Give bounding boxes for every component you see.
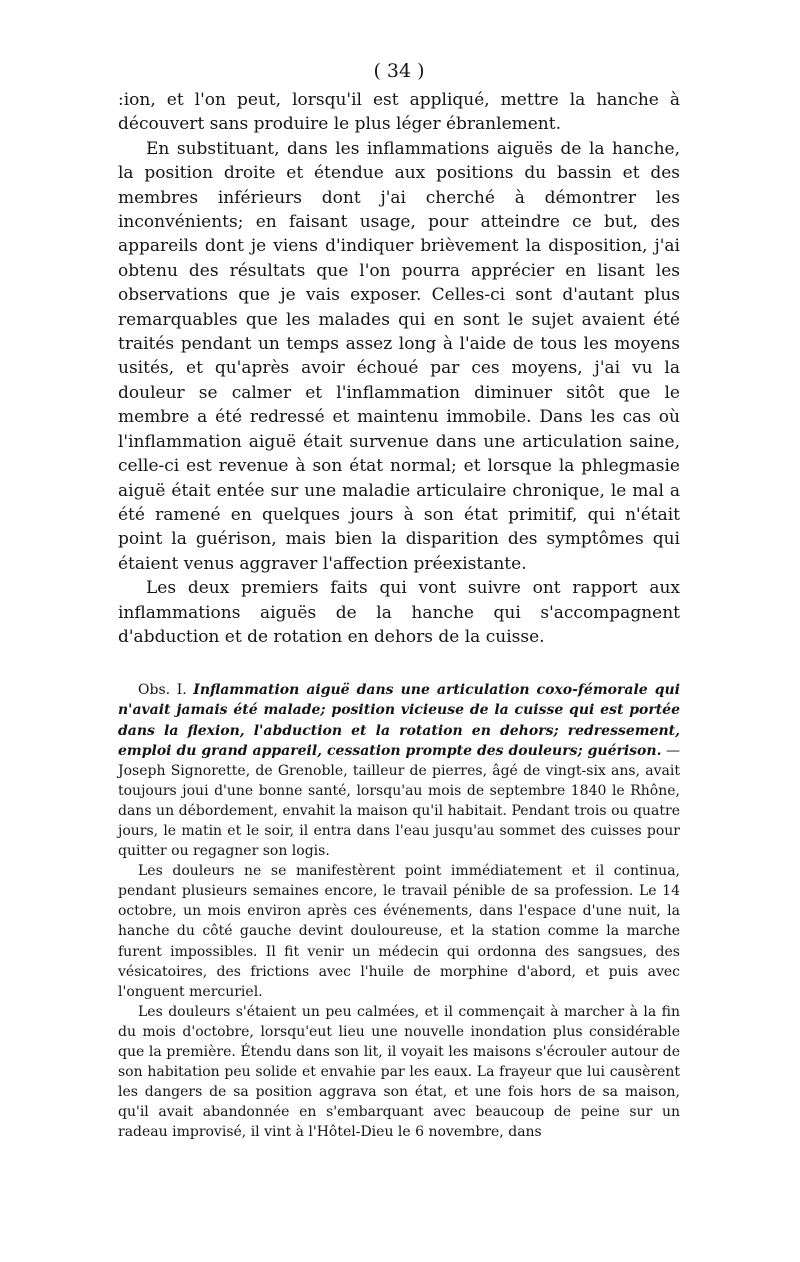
- observation-title: Inflammation aiguë dans une articulation coxo-fémorale qui n'avait jamais été malade; position vicieuse de la cuisse qui est portée dans la flexion, l'abduction et la rotation en dehors; redressement, emploi du grand appareil, cessation prompte des douleurs; guérison.: [118, 682, 680, 759]
- observation-dash: —: [666, 742, 680, 759]
- page-number: ( 34 ): [373, 60, 425, 82]
- observation-paragraph-3: Les douleurs s'étaient un peu calmées, et il commençait à marcher à la fin du mois d'octobre, lorsqu'eut lieu une nouvelle inondation plus considérable que la première. Étendu dans son lit, il voyait les maisons s'écrouler autour de son habitation peu solide et envahie par les eaux. La frayeur que lui causèrent les dangers de sa position aggrava son état, et une fois hors de sa maison, qu'il avait abandonnée en s'embarquant avec beaucoup de peine sur un radeau improvisé, il vint à l'Hôtel-Dieu le 6 novembre, dans: [118, 1003, 680, 1141]
- observation-paragraph-1: [118, 680, 680, 861]
- observation-paragraph-2: Les douleurs ne se manifestèrent point immédiatement et il continua, pendant plusieurs semaines encore, le travail pénible de sa profession. Le 14 octobre, un mois environ après ces événements, dans l'espace d'une nuit, la hanche du côté gauche devint douloureuse, et la station comme la marche furent impossibles. Il fit venir un médecin qui ordonna des sangsues, des vésicatoires, des frictions avec l'huile de morphine d'abord, et puis avec l'onguent mercuriel.: [118, 863, 680, 1000]
- book-page: [118, 58, 680, 1143]
- body-paragraph-1: :ion, et l'on peut, lorsqu'il est appliqué, mettre la hanche à découvert sans produire le plus léger ébranlement.: [118, 90, 680, 135]
- observation-first-text: Joseph Signorette, de Grenoble, tailleur de pierres, âgé de vingt-six ans, avait toujours joui d'une bonne santé, lorsqu'au mois de septembre 1840 le Rhône, dans un débordement, envahit la maison qu'il habitait. Pendant trois ou quatre jours, le matin et le soir, il entra dans l'eau jusqu'au sommet des cuisses pour quitter ou regagner son logis.: [118, 762, 680, 860]
- body-paragraph-2: En substituant, dans les inflammations aiguës de la hanche, la position droite et étendue aux positions du bassin et des membres inférieurs dont j'ai cherché à démontrer les inconvénients; en faisant usage, pour atteindre ce but, des appareils dont je viens d'indiquer brièvement la disposition, j'ai obtenu des résultats que l'on pourra apprécier en lisant les observations que je vais exposer. Celles-ci sont d'autant plus remarquables que les malades qui en sont le sujet avaient été traités pendant un temps assez long à l'aide de tous les moyens usités, et qu'après avoir échoué par ces moyens, j'ai vu la douleur se calmer et l'inflammation diminuer sitôt que le membre a été redressé et maintenu immobile. Dans les cas où l'inflammation aiguë était survenue dans une articulation saine, celle-ci est revenue à son état normal; et lorsque la phlegmasie aiguë était entée sur une maladie articulaire chronique, le mal a été ramené en quelques jours à son état primitif, qui n'était point la guérison, mais bien la disparition des symptômes qui étaient venus aggraver l'affection préexistante.: [118, 138, 680, 574]
- section-gap: [118, 649, 680, 680]
- body-paragraph-3: Les deux premiers faits qui vont suivre ont rapport aux inflammations aiguës de la hanche qui s'accompagnent d'abduction et de rotation en dehors de la cuisse.: [118, 578, 680, 647]
- observation-label: Obs. I.: [138, 682, 187, 699]
